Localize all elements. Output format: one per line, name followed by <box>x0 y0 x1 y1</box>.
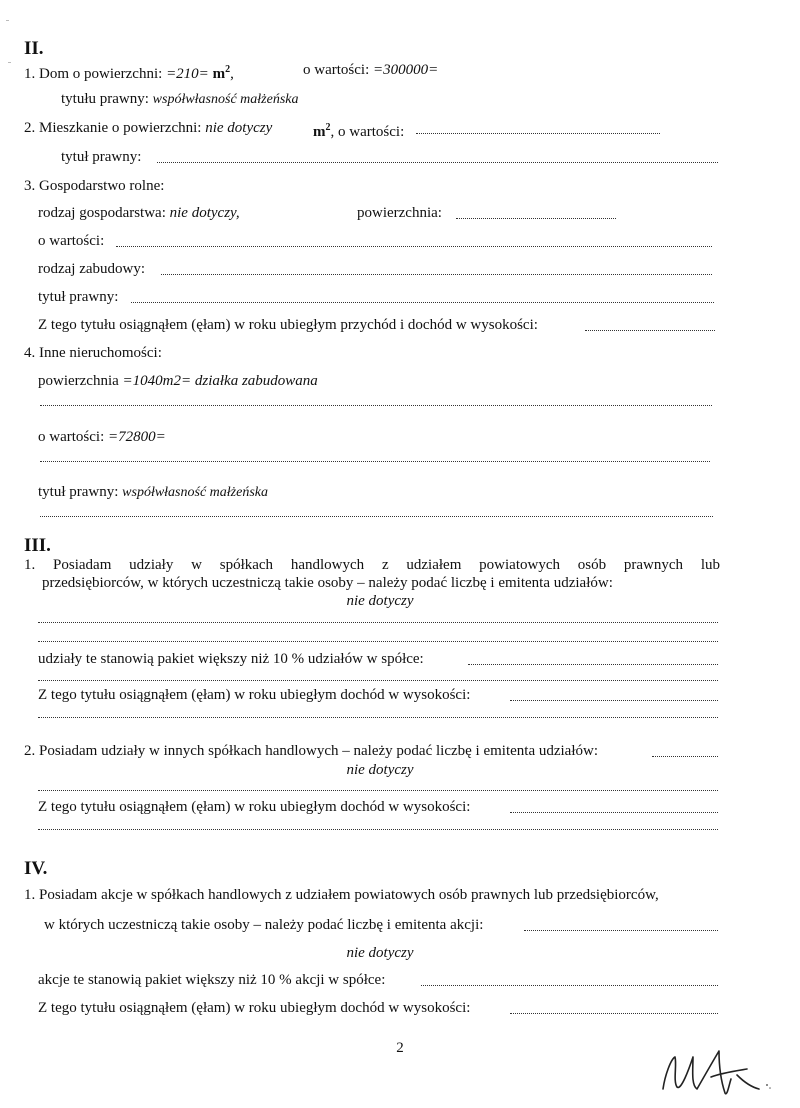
scan-artifact <box>6 20 9 21</box>
mieszkanie-tytul-label: tytuł prawny: <box>61 149 142 165</box>
inne-tytul-value: współwłasność małżeńska <box>122 485 268 500</box>
inne-wartosc-value: =72800= <box>107 429 166 445</box>
akcje-p1-field <box>524 930 718 931</box>
signature-icon <box>655 1045 775 1100</box>
mieszkanie-wartosc-field <box>416 133 660 134</box>
inne-pow-line <box>38 372 318 390</box>
mieszkanie-unit: m <box>313 124 326 140</box>
inne-wartosc-extra-field <box>40 461 710 462</box>
inne-tytul-line <box>38 483 268 502</box>
dom-unit-comma: , <box>230 66 234 82</box>
gosp-wartosc-field <box>116 246 712 247</box>
udzialy-dochod-field <box>510 700 718 701</box>
section-heading-iii: III. <box>24 535 51 556</box>
dom-value: =300000= <box>372 62 439 78</box>
inne-wartosc-label: o wartości: <box>38 429 108 445</box>
akcje-p1-line2: w których uczestniczą takie osoby – należy podać liczbę i emitenta akcji: <box>44 917 484 933</box>
dom-tytul-value: współwłasność małżeńska <box>152 92 299 107</box>
mieszkanie-unit-sup: 2 <box>325 122 331 133</box>
gosp-wartosc-label: o wartości: <box>38 233 105 249</box>
udzialy-p2-label: 2. Posiadam udziały w innych spółkach handlowych – należy podać liczbę i emitenta udziałów: <box>24 743 598 759</box>
inne-tytul-extra-field <box>40 516 713 517</box>
rodzaj-label: rodzaj gospodarstwa: <box>38 205 170 221</box>
gosp-przychod-label: Z tego tytułu osiągnąłem (ęłam) w roku ubiegłym przychód i dochód w wysokości: <box>38 317 538 333</box>
udzialy-pakiet-extra-field <box>38 680 718 681</box>
udzialy-dochod-extra-field-2 <box>38 829 718 830</box>
powierzchnia-label: powierzchnia: <box>357 205 442 221</box>
section-heading-ii: II. <box>24 38 44 59</box>
akcje-pakiet-label: akcje te stanowią pakiet większy niż 10 % akcji w spółce: <box>38 972 386 988</box>
udzialy-p1-value: nie dotyczy <box>346 593 414 609</box>
udzialy-dochod-label: Z tego tytułu osiągnąłem (ęłam) w roku ubiegłym dochód w wysokości: <box>38 687 471 703</box>
dom-label: 1. Dom o powierzchni: <box>24 66 167 82</box>
mieszkanie-wartosc-label: , o wartości: <box>330 124 405 140</box>
inne-pow-extra-field <box>40 405 712 406</box>
inne-tytul-label: tytuł prawny: <box>38 484 123 500</box>
mieszkanie-line <box>24 119 272 137</box>
inne-pow-label: powierzchnia <box>38 373 123 389</box>
dom-unit-sup: 2 <box>225 64 231 75</box>
gosp-tytul-field <box>131 302 714 303</box>
gospodarstwo-label: 3. Gospodarstwo rolne: <box>24 178 165 194</box>
akcje-pakiet-field <box>421 985 718 986</box>
mieszkanie-unit-line <box>313 119 404 141</box>
udzialy-p2-value: nie dotyczy <box>346 762 414 778</box>
mieszkanie-tytul-field <box>157 162 718 163</box>
inne-label: 4. Inne nieruchomości: <box>24 345 162 361</box>
powierzchnia-field <box>456 218 616 219</box>
udzialy-p1-line2: przedsiębiorców, w których uczestniczą takie osoby – należy podać liczbę i emitenta udziałów: <box>42 575 613 591</box>
udzialy-dochod-field-2 <box>510 812 718 813</box>
udzialy-p1-field-1 <box>38 622 718 623</box>
udzialy-dochod-extra-field <box>38 717 718 718</box>
rodzaj-value: nie dotyczy, <box>169 205 240 221</box>
mieszkanie-value: nie dotyczy <box>205 120 273 136</box>
inne-wartosc-line <box>38 428 166 446</box>
mieszkanie-label: 2. Mieszkanie o powierzchni: <box>24 120 206 136</box>
rodzaj-line <box>38 204 240 222</box>
zabudowy-label: rodzaj zabudowy: <box>38 261 146 277</box>
gosp-przychod-field <box>585 330 715 331</box>
akcje-dochod-label: Z tego tytułu osiągnąłem (ęłam) w roku ubiegłym dochód w wysokości: <box>38 1000 471 1016</box>
udzialy-p2-field <box>652 756 718 757</box>
zabudowy-field <box>161 274 712 275</box>
dom-value-line <box>303 61 438 79</box>
dom-unit: m <box>212 66 226 82</box>
udzialy-p1-field-2 <box>38 641 718 642</box>
udzialy-p1-line1: 1. Posiadam udziały w spółkach handlowych z udziałem powiatowych osób prawnych lub <box>24 557 720 573</box>
akcje-dochod-field <box>510 1013 718 1014</box>
akcje-p1-value: nie dotyczy <box>346 945 414 961</box>
udzialy-p2-extra-field <box>38 790 718 791</box>
dom-tytul-label: tytułu prawny: <box>61 91 153 107</box>
udzialy-pakiet-label: udziały te stanowią pakiet większy niż 10 % udziałów w spółce: <box>38 651 424 667</box>
dom-area: =210= <box>166 66 209 82</box>
dom-line <box>24 61 234 83</box>
gosp-tytul-label: tytuł prawny: <box>38 289 119 305</box>
inne-pow-value: =1040m2= działka zabudowana <box>122 373 318 389</box>
page-number: 2 <box>396 1040 404 1056</box>
akcje-p1-line1: 1. Posiadam akcje w spółkach handlowych z udziałem powiatowych osób prawnych lub przedsiębiorców, <box>24 887 659 903</box>
udzialy-dochod-label-2: Z tego tytułu osiągnąłem (ęłam) w roku ubiegłym dochód w wysokości: <box>38 799 471 815</box>
section-heading-iv: IV. <box>24 858 48 879</box>
dom-wartosc-label: o wartości: <box>303 62 373 78</box>
dom-tytul-line <box>61 90 299 109</box>
udzialy-pakiet-field <box>468 664 718 665</box>
scan-artifact <box>8 62 11 63</box>
